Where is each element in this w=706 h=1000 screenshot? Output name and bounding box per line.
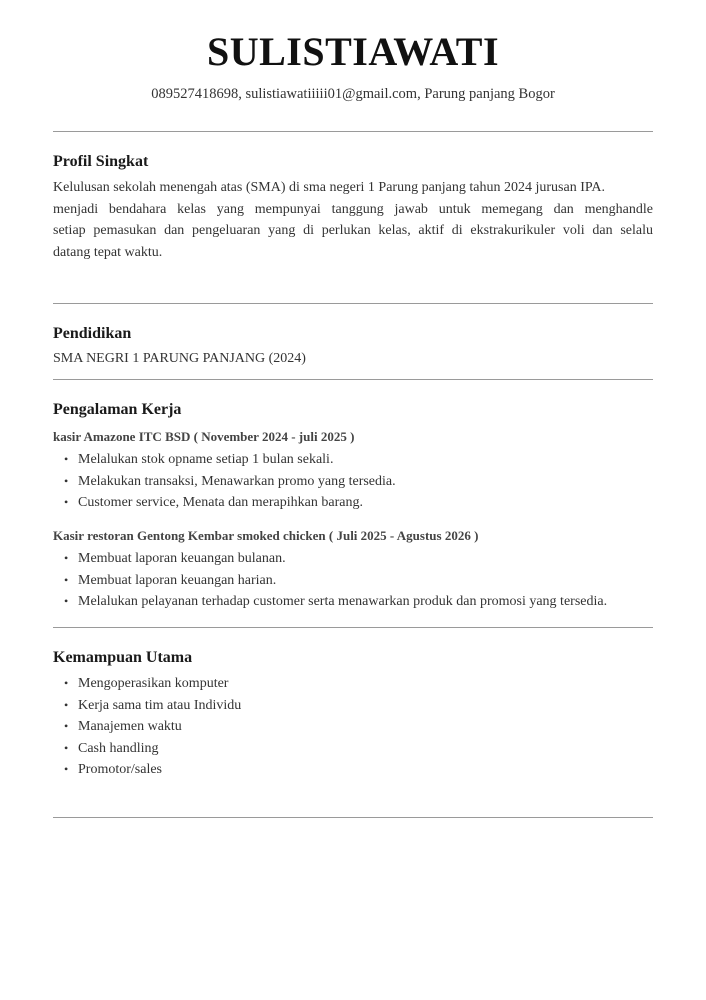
divider xyxy=(53,379,653,380)
profile-line: Kelulusan sekolah menengah atas (SMA) di sma negeri 1 Parung panjang tahun 2024 jurusan IPA. xyxy=(53,180,605,195)
skills-list xyxy=(62,673,241,781)
list-item: • Customer service, Menata dan merapihkan barang. xyxy=(62,492,396,514)
job-title: Kasir restoran Gentong Kembar smoked chicken ( Juli 2025 - Agustus 2026 ) xyxy=(53,528,479,543)
section-title-education: Pendidikan xyxy=(53,325,132,342)
bullet-icon: • xyxy=(64,740,69,755)
list-item: • Membuat laporan keuangan harian. xyxy=(62,570,607,592)
bullet-icon: • xyxy=(64,762,69,776)
profile-line: datang tepat waktu. xyxy=(53,244,163,260)
list-item: • Manajemen waktu xyxy=(62,716,241,738)
job-title: kasir Amazone ITC BSD ( November 2024 - juli 2025 ) xyxy=(53,429,355,444)
list-item: • Melalukan stok opname setiap 1 bulan sekali. xyxy=(62,449,396,471)
divider xyxy=(53,131,653,132)
section-title-profile: Profil Singkat xyxy=(53,153,149,170)
section-title-skills: Kemampuan Utama xyxy=(53,649,193,666)
profile-line: setiap pemasukan dan pengeluaran yang di perlukan kelas, aktif di ekstrakurikuler voli dan selalu xyxy=(53,223,653,238)
job-bullet-list xyxy=(62,449,396,514)
bullet-icon: • xyxy=(64,551,69,565)
bullet-icon: • xyxy=(64,594,69,608)
bullet-icon: • xyxy=(64,697,69,712)
job-bullet-list xyxy=(62,548,607,613)
list-item: • Promotor/sales xyxy=(62,759,241,781)
education-entry: SMA NEGRI 1 PARUNG PANJANG (2024) xyxy=(53,351,306,366)
list-item: • Mengoperasikan komputer xyxy=(62,673,241,695)
contact-info: 089527418698, sulistiawatiiiii01@gmail.com, Parung panjang Bogor xyxy=(151,86,555,102)
section-title-experience: Pengalaman Kerja xyxy=(53,401,182,418)
profile-paragraph xyxy=(53,177,653,263)
list-item: • Kerja sama tim atau Individu xyxy=(62,695,241,717)
bullet-icon: • xyxy=(64,495,69,509)
divider xyxy=(53,303,653,304)
bullet-icon: • xyxy=(64,473,69,488)
bullet-icon: • xyxy=(64,572,69,587)
bullet-icon: • xyxy=(64,676,69,690)
list-item: • Melakukan transaksi, Menawarkan promo yang tersedia. xyxy=(62,471,396,493)
list-item: • Cash handling xyxy=(62,738,241,760)
list-item: • Membuat laporan keuangan bulanan. xyxy=(62,548,607,570)
candidate-name: SULISTIAWATI xyxy=(206,29,500,74)
divider xyxy=(53,627,653,628)
bullet-icon: • xyxy=(64,719,69,733)
list-item: • Melalukan pelayanan terhadap customer serta menawarkan produk dan promosi yang tersedia. xyxy=(62,591,607,613)
bullet-icon: • xyxy=(64,452,69,466)
divider xyxy=(53,817,653,818)
profile-line: menjadi bendahara kelas yang mempunyai tanggung jawab untuk memegang dan menghandle xyxy=(53,201,653,217)
